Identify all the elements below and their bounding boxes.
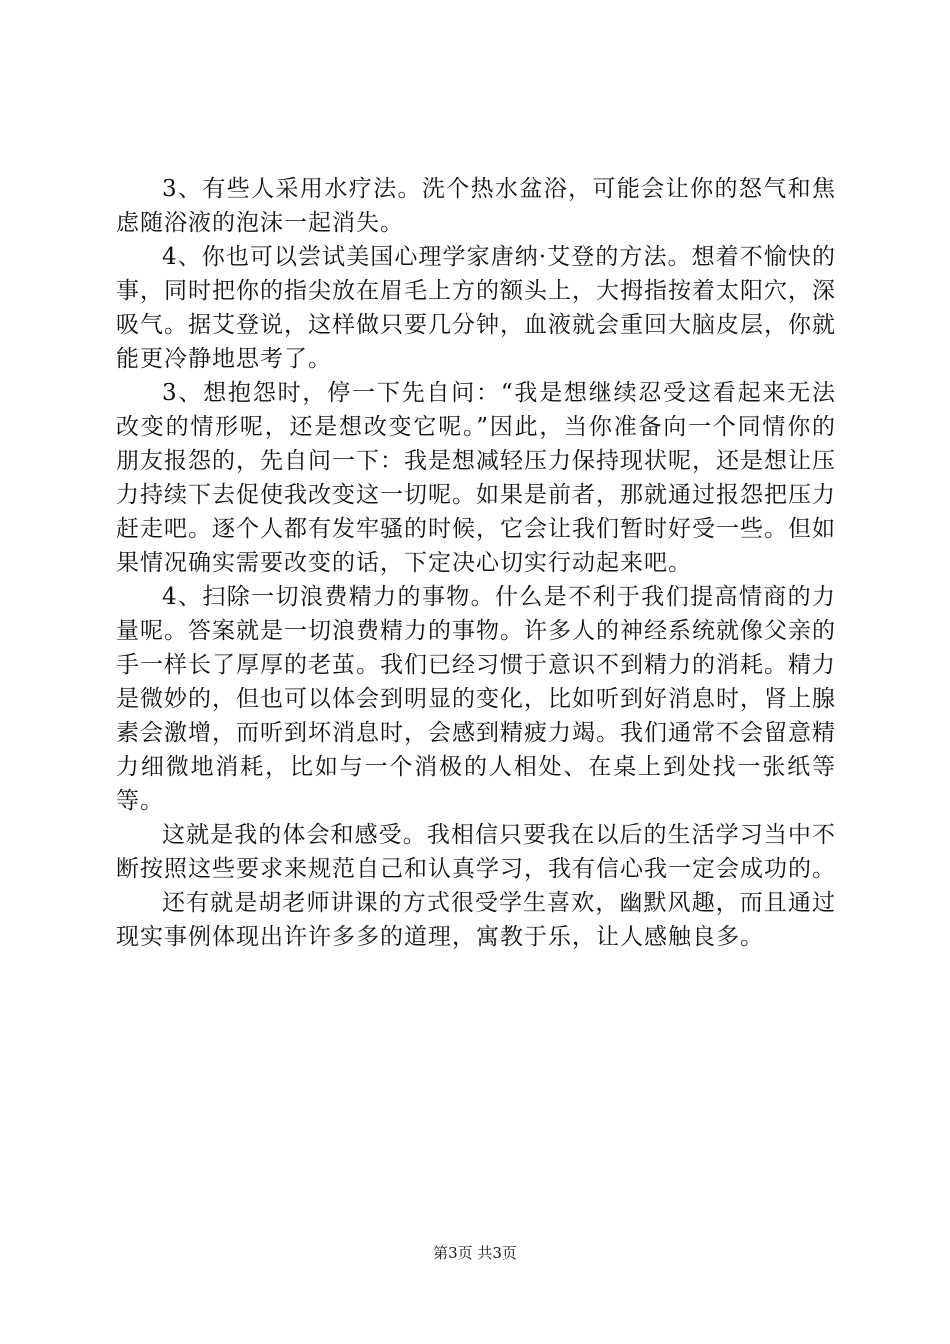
- paragraph-water-therapy: 3、有些人采用水疗法。洗个热水盆浴，可能会让你的怒气和焦虑随浴液的泡沫一起消失。: [116, 176, 836, 236]
- paragraph-teacher: 还有就是胡老师讲课的方式很受学生喜欢，幽默风趣，而且通过现实事例体现出许许多多的道理，寓教于乐，让人感触良多。: [116, 890, 836, 950]
- paragraph-reflection: 这就是我的体会和感受。我相信只要我在以后的生活学习当中不断按照这些要求来规范自己和认真学习，我有信心我一定会成功的。: [116, 822, 836, 882]
- paragraph-energy-waste: 4、扫除一切浪费精力的事物。什么是不利于我们提高情商的力量呢。答案就是一切浪费精力的事物。许多人的神经系统就像父亲的手一样长了厚厚的老茧。我们已经习惯于意识不到精力的消耗。精力是微妙的，但也可以体会到明显的变化，比如听到好消息时，肾上腺素会激增，而听到坏消息时，会感到精疲力竭。我们通常不会留意精力细微地消耗，比如与一个消极的人相处、在桌上到处找一张纸等等。: [116, 584, 836, 814]
- document-body: [116, 172, 836, 954]
- paragraph-complaint: 3、想抱怨时，停一下先自问：“我是想继续忍受这看起来无法改变的情形呢，还是想改变它呢。”因此，当你准备向一个同情你的朋友报怨的，先自问一下：我是想减轻压力保持现状呢，还是想让压力持续下去促使我改变这一切呢。如果是前者，那就通过报怨把压力赶走吧。逐个人都有发牢骚的时候，它会让我们暂时好受一些。但如果情况确实需要改变的话，下定决心切实行动起来吧。: [116, 380, 836, 576]
- page-footer: 第3页 共3页: [433, 1244, 517, 1262]
- paragraph-eden-method: 4、你也可以尝试美国心理学家唐纳·艾登的方法。想着不愉快的事，同时把你的指尖放在眉毛上方的额头上，大拇指按着太阳穴，深吸气。据艾登说，这样做只要几分钟，血液就会重回大脑皮层，你就能更冷静地思考了。: [116, 244, 836, 372]
